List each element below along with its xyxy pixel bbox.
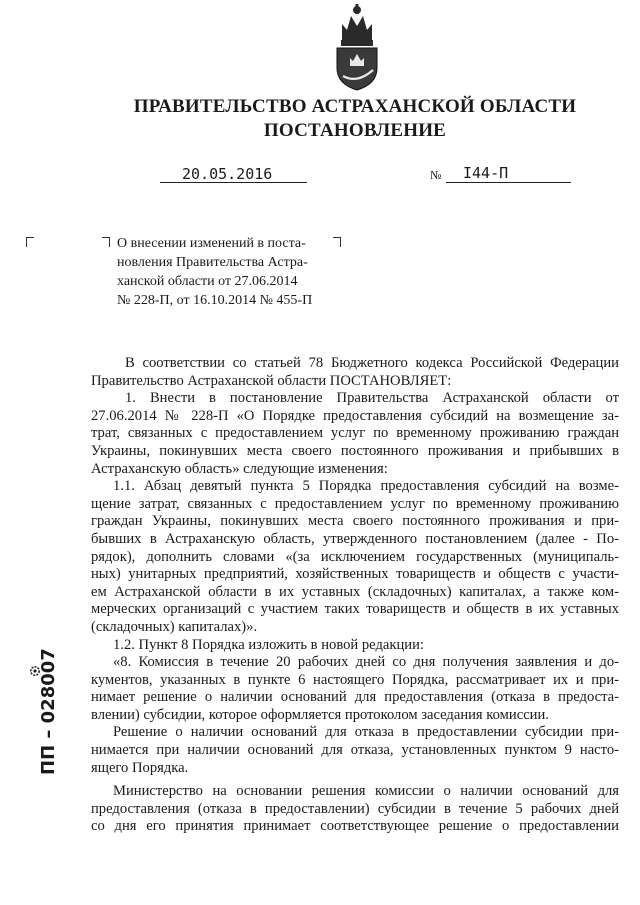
body-line: щение затрат, связанных с предоставлением услуг по временному проживанию <box>91 495 619 512</box>
body-line: В соответствии со статьей 78 Бюджетного кодекса Российской Федерации <box>125 355 619 371</box>
body-line: кументов, указанных в пункте 6 настоящего Порядка, рассматривает их и при- <box>91 671 619 688</box>
subject-line: О внесении изменений в поста- <box>117 236 306 251</box>
government-title: ПРАВИТЕЛЬСТВО АСТРАХАНСКОЙ ОБЛАСТИ <box>133 96 577 117</box>
date-underline <box>160 182 307 183</box>
coat-of-arms-emblem <box>325 2 389 94</box>
body-line: ных) унитарных предприятий, хозяйственных товариществ и обществ с участи- <box>91 566 619 583</box>
body-line: ящего Порядка. <box>91 759 189 776</box>
body-line: нимается при наличии оснований для отказа, установленных пунктом 9 насто- <box>91 742 619 759</box>
document-subject <box>117 234 345 310</box>
body-line: 27.06.2014 № 228-П «О Порядке предоставления субсидий на возмещение за- <box>91 407 619 424</box>
body-line: «8. Комиссия в течение 20 рабочих дней со дня получения заявления и до- <box>113 654 619 671</box>
subject-line: новления Правительства Астра- <box>117 255 308 270</box>
subject-corner-left <box>102 237 110 247</box>
body-line: Украины, покинувших места своего постоянного проживания и прибывших в <box>91 442 619 459</box>
body-line: 1.2. Пункт 8 Порядка изложить в новой редакции: <box>113 636 424 653</box>
document-date: 20.05.2016 <box>182 165 273 183</box>
subject-line: ханской области от 27.06.2014 <box>117 274 298 289</box>
document-number: I44-П <box>463 164 509 182</box>
body-line: 1. Внести в постановление Правительства Астраханской области от <box>125 390 619 407</box>
body-line: предоставления (отказа в предоставлении) субсидии в течение 5 рабочих дней <box>91 800 619 817</box>
body-line: бывших в Астраханскую область, утвержденного постановлением (далее - По- <box>91 530 619 547</box>
body-line: Астраханскую область» следующие изменения: <box>91 460 388 477</box>
body-line: ем Астраханской области в их уставных (складочных) капиталах, а также ком- <box>91 583 619 600</box>
serial-number-text: ПП – 028007 <box>38 648 59 775</box>
body-line: мерческих организаций с участием таких товариществ и обществ в их уставных <box>91 601 619 618</box>
body-line: Министерство на основании решения комиссии о наличии оснований для <box>113 783 619 800</box>
body-line: Решение о наличии оснований для отказа в предоставлении субсидии при- <box>113 724 619 741</box>
number-underline <box>446 182 571 183</box>
body-line: со дня его принятия принимает соответствующее решение о предоставлении <box>91 818 619 835</box>
margin-corner-mark <box>26 237 34 247</box>
document-type-title: ПОСТАНОВЛЕНИЕ <box>263 120 447 141</box>
body-line: трат, связанных с предоставлением услуг по временному проживанию граждан <box>91 425 619 442</box>
body-line: нимает решение о наличии оснований для предоставления (отказа в предоста- <box>91 689 619 706</box>
body-line: влении) субсидии, которое оформляется протоколом заседания комиссии. <box>91 706 549 723</box>
subject-line: № 228-П, от 16.10.2014 № 455-П <box>117 293 313 308</box>
number-sign: № <box>430 168 442 182</box>
body-line: 1.1. Абзац девятый пункта 5 Порядка предоставления субсидий на возме- <box>113 478 619 495</box>
body-line: (складочных) капиталах)». <box>91 618 258 635</box>
body-line: Правительство Астраханской области ПОСТАНОВЛЯЕТ: <box>91 372 452 389</box>
body-line: рядок), дополнить словами «(за исключением государственных (муниципаль- <box>91 548 619 565</box>
document-body <box>91 355 619 836</box>
body-line: граждан Украины, покинувших места своего постоянного проживания и при- <box>91 513 619 530</box>
